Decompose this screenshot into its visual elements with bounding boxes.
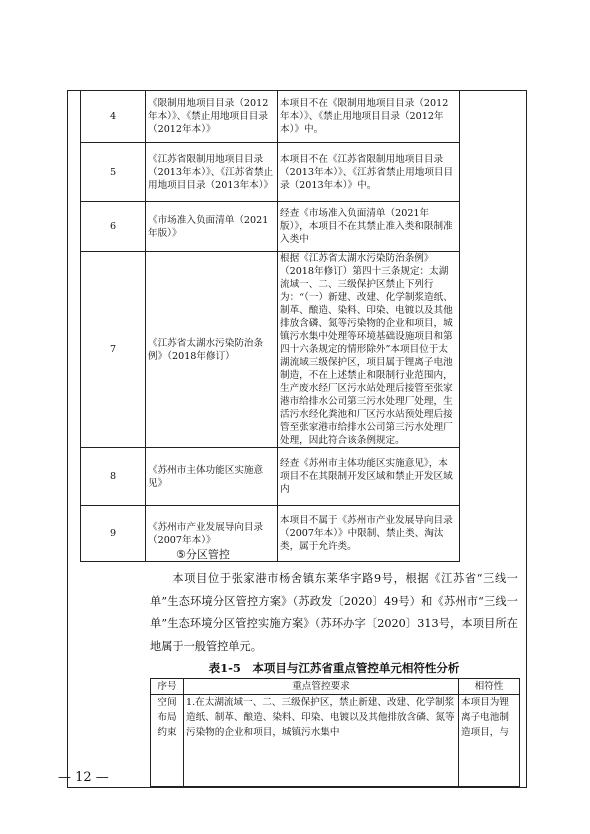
compliance-table xyxy=(80,90,460,562)
regulation-name: 《江苏省太湖水污染防治条例》（2018年修订） xyxy=(146,252,278,448)
regulation-name: 《限制用地项目目录（2012年本）》、《禁止用地项目目录（2012年本）》 xyxy=(146,91,278,143)
row-number: 8 xyxy=(81,448,146,506)
regulation-name: 《江苏省限制用地项目目录（2013年本）》、《江苏省禁止用地项目目录（2013年本）》 xyxy=(146,143,278,202)
table-row xyxy=(81,91,460,143)
table-row xyxy=(81,448,460,506)
row-number: 9 xyxy=(81,506,146,562)
row-category: 空间布局约束 xyxy=(151,695,184,787)
zoning-paragraph xyxy=(150,568,518,658)
compliance-content: 本项目不在《限制用地项目目录（2012年本）》、《禁止用地项目目录（2012年本）》中。 xyxy=(278,91,460,143)
table-row xyxy=(81,202,460,252)
table-row xyxy=(81,252,460,448)
table-row xyxy=(81,506,460,562)
header-no: 序号 xyxy=(151,679,184,695)
row-number: 5 xyxy=(81,143,146,202)
regulation-name: 《市场准入负面清单（2021年版）》 xyxy=(146,202,278,252)
row-number: 7 xyxy=(81,252,146,448)
table-row xyxy=(81,143,460,202)
section-heading: ⑤分区管控 xyxy=(176,548,230,561)
header-requirement: 重点管控要求 xyxy=(184,679,459,695)
row-number: 6 xyxy=(81,202,146,252)
requirement-text: 1.在太湖流域一、二、三级保护区，禁止新建、改建、化学制浆造纸、制革、酿造、染料、印染、电镀以及其他排放含磷、氮等污染物的企业和项目，城镇污水集中 xyxy=(184,695,459,787)
paragraph-text: 本项目位于张家港市杨舍镇东莱华宇路9号，根据《江苏省“三线一单”生态环境分区管控方案》（苏政发〔2020〕49号）和《苏州市“三线一单”生态环境分区管控实施方案》（苏环办字〔2020〕313号，本项目所在地属于一般管控单元。 xyxy=(150,572,518,653)
table-header-row xyxy=(151,679,520,695)
compliance-content: 根据《江苏省太湖水污染防治条例》（2018年修订）第四十三条规定：太湖流域一、二、三级保护区禁止下列行为：“（一）新建、改建、化学制浆造纸、制革、酿造、染料、印染、电镀以及其他排放含磷、氮等污染物的企业和项目，城镇污水集中处理等环境基础设施项目和第四十六条规定的情形除外”本项目位于太湖流域三级保护区，项目属于锂离子电池制造，不在上述禁止和限制行业范围内，生产废水经厂区污水站处理后接管至张家港市给排水公司第三污水处理厂处理，生活污水经化粪池和厂区污水站预处理后接管至张家港市给排水公司第三污水处理厂处理，因此符合该条例规定。 xyxy=(278,252,460,448)
regulation-name: 《苏州市主体功能区实施意见》 xyxy=(146,448,278,506)
table-caption: 表1-5 本项目与江苏省重点管控单元相符性分析 xyxy=(208,661,460,675)
compliance-content: 经查《市场准入负面清单（2021年版）》，本项目不在其禁止准入类和限制准入类中 xyxy=(278,202,460,252)
compliance-content: 本项目不属于《苏州市产业发展导向目录（2007年本）》中限制、禁止类、淘汰类，属于允许类。 xyxy=(278,506,460,562)
row-number: 4 xyxy=(81,91,146,143)
table-row xyxy=(151,695,520,787)
page-number: — 12 — xyxy=(58,770,109,785)
header-compliance: 相符性 xyxy=(459,679,520,695)
key-control-table xyxy=(150,678,520,787)
compliance-content: 本项目不在《江苏省限制用地项目目录（2013年本）》、《江苏省禁止用地项目目录（2013年本）》中。 xyxy=(278,143,460,202)
compliance-text: 本项目为锂离子电池制造项目，与 xyxy=(459,695,520,787)
compliance-content: 经查《苏州市主体功能区实施意见》，本项目不在其限制开发区域和禁止开发区域内 xyxy=(278,448,460,506)
regulation-name: 《苏州市产业发展导向目录（2007年本）》 xyxy=(146,506,278,562)
